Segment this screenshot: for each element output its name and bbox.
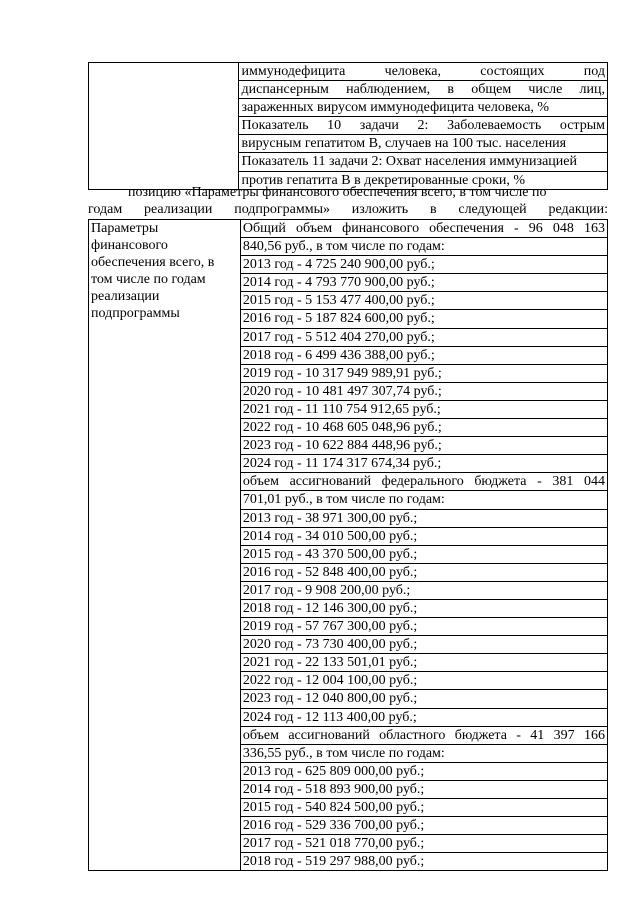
- funding-line: 2023 год - 10 622 884 448,96 руб.;: [241, 437, 607, 455]
- funding-line: 2016 год - 5 187 824 600,00 руб.;: [241, 310, 607, 328]
- top-table: [88, 62, 608, 190]
- funding-line: 840,56 руб., в том числе по годам:: [241, 238, 607, 256]
- funding-line: Общий объем финансового обеспечения - 96 048 163: [241, 220, 607, 238]
- funding-line: 2024 год - 11 174 317 674,34 руб.;: [241, 455, 607, 473]
- label-line: том числе по годам: [91, 272, 206, 288]
- funding-line: 2015 год - 540 824 500,00 руб.;: [241, 799, 607, 817]
- funding-line: объем ассигнований федерального бюджета - 381 044: [241, 473, 607, 491]
- text-line: Показатель 10 задачи 2: Заболеваемость острым: [239, 117, 607, 135]
- funding-line: 2013 год - 625 809 000,00 руб.;: [241, 763, 607, 781]
- funding-line: 2021 год - 22 133 501,01 руб.;: [241, 654, 607, 672]
- text-line: против гепатита В в декретированные сроки, %: [241, 172, 526, 188]
- funding-line: 336,55 руб., в том числе по годам:: [241, 745, 607, 763]
- funding-line: 701,01 руб., в том числе по годам:: [241, 491, 607, 509]
- top-table-left-cell: [89, 63, 239, 190]
- text-line: иммунодефицита человека, состоящих под: [239, 63, 607, 81]
- label-line: подпрограммы: [91, 306, 180, 322]
- funding-line: 2022 год - 10 468 605 048,96 руб.;: [241, 419, 607, 437]
- funding-line: 2017 год - 9 908 200,00 руб.;: [241, 582, 607, 600]
- top-table-right-cell: [239, 63, 608, 190]
- text-line: вирусным гепатитом В, случаев на 100 тыс. населения: [239, 135, 607, 153]
- funding-line: 2014 год - 4 793 770 900,00 руб.;: [241, 274, 607, 292]
- label-line: реализации: [91, 289, 160, 305]
- instruction-line-2: годам реализации подпрограммы» изложить в следующей редакции:: [88, 202, 608, 217]
- funding-line: 2023 год - 12 040 800,00 руб.;: [241, 690, 607, 708]
- label-line: финансового: [91, 238, 168, 254]
- main-table: [88, 219, 608, 871]
- funding-line: 2014 год - 518 893 900,00 руб.;: [241, 781, 607, 799]
- funding-line: 2013 год - 4 725 240 900,00 руб.;: [241, 256, 607, 274]
- funding-line: 2018 год - 6 499 436 388,00 руб.;: [241, 347, 607, 365]
- funding-line: 2018 год - 519 297 988,00 руб.;: [242, 854, 425, 870]
- text-line: диспансерным наблюдением, в общем числе лиц,: [239, 81, 607, 99]
- funding-line: 2014 год - 34 010 500,00 руб.;: [241, 528, 607, 546]
- funding-line: 2016 год - 529 336 700,00 руб.;: [241, 817, 607, 835]
- funding-line: 2022 год - 12 004 100,00 руб.;: [241, 672, 607, 690]
- funding-line: 2016 год - 52 848 400,00 руб.;: [241, 564, 607, 582]
- label-line: Параметры: [91, 221, 159, 236]
- text-line: зараженных вирусом иммунодефицита человека, %: [239, 99, 607, 117]
- funding-line: 2017 год - 5 512 404 270,00 руб.;: [241, 329, 607, 347]
- parameters-label-cell: [89, 220, 241, 871]
- instruction-line-1: позицию «Параметры финансового обеспечения всего, в том числе по: [128, 185, 547, 200]
- funding-line: 2024 год - 12 113 400,00 руб.;: [241, 709, 607, 727]
- text-line: Показатель 11 задачи 2: Охват населения иммунизацией: [239, 153, 607, 171]
- funding-line: 2017 год - 521 018 770,00 руб.;: [241, 835, 607, 853]
- funding-line: 2019 год - 57 767 300,00 руб.;: [241, 618, 607, 636]
- label-line: обеспечения всего, в: [91, 255, 215, 271]
- funding-line: 2013 год - 38 971 300,00 руб.;: [241, 510, 607, 528]
- funding-line: 2021 год - 11 110 754 912,65 руб.;: [241, 401, 607, 419]
- parameters-value-cell: [240, 220, 607, 871]
- funding-line: 2020 год - 73 730 400,00 руб.;: [241, 636, 607, 654]
- funding-line: 2018 год - 12 146 300,00 руб.;: [241, 600, 607, 618]
- funding-line: 2015 год - 43 370 500,00 руб.;: [241, 546, 607, 564]
- funding-line: объем ассигнований областного бюджета - 41 397 166: [241, 727, 607, 745]
- funding-line: 2020 год - 10 481 497 307,74 руб.;: [241, 383, 607, 401]
- funding-line: 2019 год - 10 317 949 989,91 руб.;: [241, 365, 607, 383]
- funding-line: 2015 год - 5 153 477 400,00 руб.;: [241, 292, 607, 310]
- instruction-paragraph: [88, 184, 608, 218]
